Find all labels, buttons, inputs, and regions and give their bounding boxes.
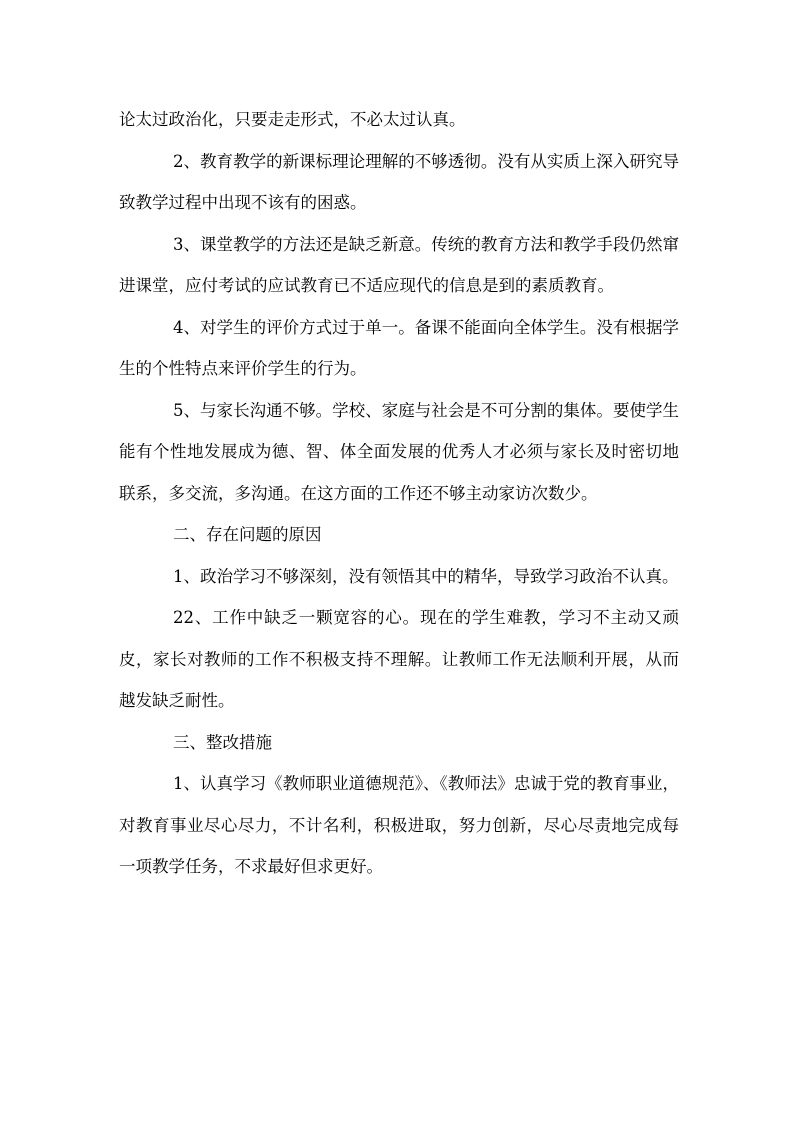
paragraph-continuation: 论太过政治化，只要走走形式，不必太过认真。 xyxy=(119,110,466,129)
paragraph-item-4: 4、对学生的评价方式过于单一。备课不能面向全体学生。没有根据学生的个性特点来评价学生的行为。 xyxy=(119,317,679,378)
paragraph-measure-1: 1、认真学习《教师职业道德规范》、《教师法》忠诚于党的教育事业，对教育事业尽心尽力，不计名利，积极进取，努力创新，尽心尽责地完成每一项教学任务，不求最好但求更好。 xyxy=(119,774,679,876)
paragraph-item-2: 2、教育教学的新课标理论理解的不够透彻。没有从实质上深入研究导致教学过程中出现不该有的困惑。 xyxy=(119,151,679,212)
section-heading-measures: 三、整改措施 xyxy=(173,732,272,752)
paragraph-item-3: 3、课堂教学的方法还是缺乏新意。传统的教育方法和教学手段仍然窜进课堂，应付考试的应试教育已不适应现代的信息是到的素质教育。 xyxy=(119,234,679,295)
document-body xyxy=(119,99,679,888)
section-heading-causes: 二、存在问题的原因 xyxy=(173,525,322,544)
paragraph-cause-1: 1、政治学习不够深刻，没有领悟其中的精华，导致学习政治不认真。 xyxy=(173,566,679,586)
paragraph-cause-2: 22、工作中缺乏一颗宽容的心。现在的学生难教，学习不主动又顽皮，家长对教师的工作不积极支持不理解。让教师工作无法顺利开展，从而越发缺乏耐性。 xyxy=(119,608,679,710)
paragraph-item-5: 5、与家长沟通不够。学校、家庭与社会是不可分割的集体。要使学生能有个性地发展成为德、智、体全面发展的优秀人才必须与家长及时密切地联系，多交流，多沟通。在这方面的工作还不够主动家访次数少。 xyxy=(119,400,679,503)
